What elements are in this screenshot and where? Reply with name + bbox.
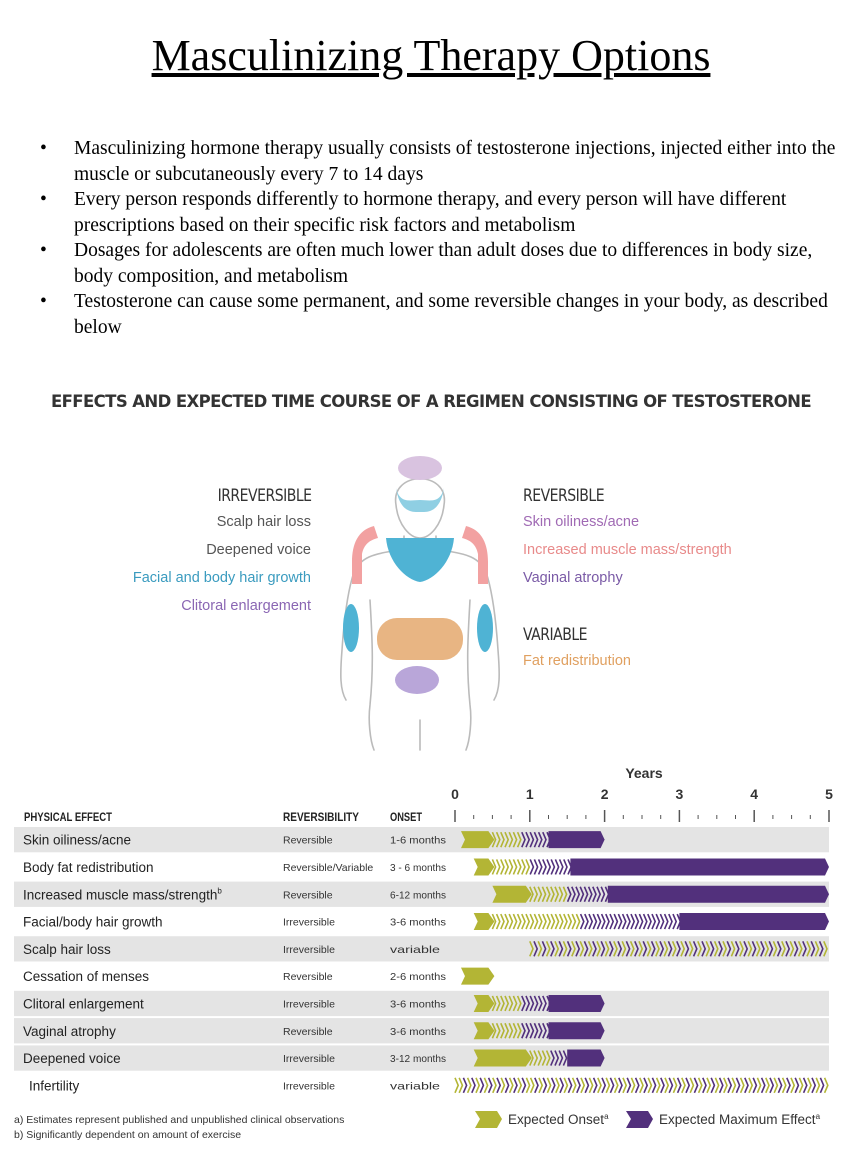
chevron-mark — [468, 1078, 471, 1093]
bullet-list — [36, 136, 848, 340]
chevron-mark — [669, 1078, 672, 1093]
chevron-mark — [635, 914, 638, 929]
reversible-heading: REVERSIBLE — [523, 486, 605, 505]
column-header: PHYSICAL EFFECT — [24, 812, 112, 824]
irreversible-heading: IRREVERSIBLE — [217, 486, 311, 505]
chevron-mark — [509, 914, 512, 929]
chevron-mark — [581, 1078, 584, 1093]
chevron-mark — [581, 914, 584, 929]
chevron-mark — [631, 1078, 634, 1093]
chevron-mark — [757, 1078, 760, 1093]
left-forearm-region — [343, 604, 359, 652]
chevron-mark — [564, 1078, 567, 1093]
axis-title: Years — [625, 765, 663, 781]
onset-label: 3 - 6 months — [390, 861, 446, 874]
physical-effect-label: Clitoral enlargement — [23, 996, 144, 1012]
bullet-item — [36, 136, 848, 187]
chevron-mark — [513, 859, 516, 874]
chevron-mark — [522, 1078, 525, 1093]
max-effect-bar — [549, 1022, 605, 1039]
chevron-mark — [774, 1078, 777, 1093]
legend-swatch — [626, 1111, 653, 1128]
chevron-mark — [660, 914, 663, 929]
chevron-mark — [518, 1078, 521, 1093]
chevron-mark — [501, 1078, 504, 1093]
legend-swatch — [475, 1111, 502, 1128]
chevron-mark — [812, 1078, 815, 1093]
onset-bar — [461, 831, 494, 848]
reversibility-label: Irreversible — [283, 1080, 335, 1093]
chevron-mark — [644, 914, 647, 929]
chevron-mark — [589, 914, 592, 929]
chevron-mark — [530, 914, 533, 929]
chevron-mark — [804, 1078, 807, 1093]
onset-label: variable — [390, 1080, 441, 1093]
chevron-mark — [547, 1078, 550, 1093]
chevron-mark — [736, 1078, 739, 1093]
chevron-mark — [509, 859, 512, 874]
reversibility-label: Reversible — [283, 1025, 333, 1038]
physical-effect-label: Skin oiliness/acne — [23, 832, 132, 848]
chevron-mark — [678, 1078, 681, 1093]
legend-label: Expected Onset$^a$ — [508, 1112, 609, 1127]
chevron-mark — [560, 914, 563, 929]
physical-effect-label: Increased muscle mass/strength$^b$ — [23, 886, 222, 903]
chevron-mark — [652, 914, 655, 929]
reversibility-label: Reversible — [283, 834, 333, 847]
chevron-mark — [623, 1078, 626, 1093]
axis-tick-label: 2 — [600, 786, 609, 802]
reversibility-label: Reversible — [283, 971, 333, 984]
chevron-mark — [623, 914, 626, 929]
chevron-mark — [618, 914, 621, 929]
variable-item: Fat redistribution — [523, 653, 631, 669]
chevron-mark — [497, 914, 500, 929]
footnote-a: a) Estimates represent published and unpublished clinical observations — [14, 1114, 345, 1126]
chevron-mark — [576, 914, 579, 929]
chevron-mark — [555, 914, 558, 929]
chevron-mark — [799, 1078, 802, 1093]
irreversible-item: Facial and body hair growth — [132, 570, 311, 586]
chevron-mark — [602, 914, 605, 929]
footnote-marker: a — [604, 1112, 609, 1121]
chevron-mark — [619, 1078, 622, 1093]
chevron-mark — [665, 1078, 668, 1093]
chevron-mark — [505, 1078, 508, 1093]
chevron-mark — [627, 914, 630, 929]
chevron-mark — [518, 859, 521, 874]
bullet-icon: • — [40, 240, 47, 261]
chevron-mark — [610, 1078, 613, 1093]
chevron-mark — [505, 859, 508, 874]
onset-bar — [474, 858, 495, 875]
chevron-mark — [598, 1078, 601, 1093]
chevron-mark — [711, 1078, 714, 1093]
abdomen-region — [377, 618, 463, 660]
reversibility-label: Irreversible — [283, 943, 335, 956]
chevron-mark — [787, 1078, 790, 1093]
bullet-text: Every person responds differently to hormone therapy, and every person will have different prescriptions based on their specific risk factors and metabolism — [74, 189, 787, 236]
chevron-mark — [652, 1078, 655, 1093]
chevron-mark — [552, 1078, 555, 1093]
chevron-mark — [816, 1078, 819, 1093]
physical-effect-label: Vaginal atrophy — [23, 1023, 116, 1039]
chevron-mark — [783, 1078, 786, 1093]
chevron-mark — [513, 914, 516, 929]
axis-tick-label: 3 — [675, 786, 684, 802]
chevron-mark — [602, 1078, 605, 1093]
reversible-item: Vaginal atrophy — [523, 570, 623, 586]
chevron-mark — [543, 914, 546, 929]
chevron-mark — [555, 859, 558, 874]
bullet-icon: • — [40, 138, 47, 159]
axis-tick-label: 5 — [825, 786, 833, 802]
chevron-mark — [707, 1078, 710, 1093]
onset-label: 3-6 months — [390, 916, 446, 929]
page-title: Masculinizing Therapy Options — [151, 31, 711, 80]
chevron-mark — [547, 914, 550, 929]
axis-tick-label: 4 — [750, 786, 759, 802]
chevron-mark — [530, 859, 533, 874]
chevron-mark — [665, 914, 668, 929]
chevron-mark — [640, 1078, 643, 1093]
onset-bar — [474, 1050, 532, 1067]
chevron-mark — [636, 1078, 639, 1093]
chevron-mark — [627, 1078, 630, 1093]
chevron-mark — [568, 914, 571, 929]
onset-label: 2-6 months — [390, 971, 446, 984]
onset-label: 3-6 months — [390, 1025, 446, 1038]
chevron-mark — [551, 914, 554, 929]
reversibility-label: Irreversible — [283, 998, 335, 1011]
chevron-mark — [745, 1078, 748, 1093]
chevron-mark — [673, 1078, 676, 1093]
chevron-mark — [577, 1078, 580, 1093]
chevron-mark — [728, 1078, 731, 1093]
chevron-mark — [493, 1078, 496, 1093]
chevron-mark — [539, 859, 542, 874]
chevron-mark — [597, 914, 600, 929]
chevron-mark — [463, 1078, 466, 1093]
chevron-mark — [534, 859, 537, 874]
max-effect-bar — [679, 913, 829, 930]
reversible-item: Increased muscle mass/strength — [523, 542, 732, 558]
chevron-mark — [699, 1078, 702, 1093]
bullet-icon: • — [40, 189, 47, 210]
chevron-mark — [615, 1078, 618, 1093]
chevron-mark — [543, 1078, 546, 1093]
column-header: ONSET — [390, 812, 422, 824]
chevron-mark — [573, 1078, 576, 1093]
chevron-mark — [657, 1078, 660, 1093]
physical-effect-label: Body fat redistribution — [23, 859, 154, 875]
max-effect-bar — [549, 995, 605, 1012]
chevron-mark — [560, 859, 563, 874]
chevron-mark — [539, 1078, 542, 1093]
max-effect-bar — [570, 858, 829, 875]
chevron-mark — [606, 914, 609, 929]
chevron-mark — [720, 1078, 723, 1093]
chevron-mark — [497, 859, 500, 874]
chevron-mark — [539, 914, 542, 929]
chevron-mark — [770, 1078, 773, 1093]
reversibility-label: Irreversible — [283, 1053, 335, 1066]
onset-label: 1-6 months — [390, 834, 446, 847]
chevron-mark — [766, 1078, 769, 1093]
chevron-mark — [560, 1078, 563, 1093]
chevron-mark — [648, 914, 651, 929]
chevron-mark — [505, 914, 508, 929]
chevron-mark — [535, 1078, 538, 1093]
chevron-mark — [639, 914, 642, 929]
chevron-mark — [459, 1078, 462, 1093]
chevron-mark — [585, 1078, 588, 1093]
physical-effect-label: Infertility — [29, 1078, 80, 1094]
chevron-mark — [724, 1078, 727, 1093]
body-outline — [341, 479, 499, 750]
chevron-mark — [669, 914, 672, 929]
chevron-mark — [455, 1078, 458, 1093]
chevron-mark — [522, 914, 525, 929]
chevron-mark — [648, 1078, 651, 1093]
chevron-mark — [564, 914, 567, 929]
reversibility-label: Irreversible — [283, 916, 335, 929]
chest-region — [386, 538, 454, 582]
chevron-mark — [661, 1078, 664, 1093]
chevron-mark — [589, 1078, 592, 1093]
chevron-mark — [547, 859, 550, 874]
chevron-mark — [741, 1078, 744, 1093]
irreversible-item: Deepened voice — [206, 542, 311, 558]
chevron-mark — [572, 914, 575, 929]
onset-label: variable — [390, 943, 441, 956]
chevron-mark — [732, 1078, 735, 1093]
chevron-mark — [825, 1078, 828, 1093]
chevron-mark — [795, 1078, 798, 1093]
chevron-mark — [514, 1078, 517, 1093]
chevron-mark — [522, 859, 525, 874]
bullet-item — [36, 187, 848, 238]
chevron-mark — [614, 914, 617, 929]
reversibility-label: Reversible/Variable — [283, 861, 374, 874]
physical-effect-label: Facial/body hair growth — [23, 914, 163, 930]
chevron-mark — [778, 1078, 781, 1093]
irreversible-item: Scalp hair loss — [216, 514, 311, 530]
footnote-marker: b — [217, 886, 222, 896]
chevron-mark — [501, 859, 504, 874]
chevron-mark — [606, 1078, 609, 1093]
max-effect-bar — [567, 1050, 604, 1067]
chevron-mark — [497, 1078, 500, 1093]
chevron-mark — [682, 1078, 685, 1093]
chevron-mark — [610, 914, 613, 929]
chevron-mark — [753, 1078, 756, 1093]
chevron-mark — [644, 1078, 647, 1093]
head-region — [398, 456, 442, 480]
chevron-mark — [501, 914, 504, 929]
bullet-text: Testosterone can cause some permanent, and some reversible changes in your body, as described below — [74, 291, 828, 338]
jaw-region — [396, 488, 444, 512]
footnote-marker: a — [815, 1112, 821, 1121]
bullet-item — [36, 289, 848, 340]
axis-tick-label: 0 — [451, 786, 459, 802]
right-forearm-region — [477, 604, 493, 652]
onset-bar — [492, 886, 531, 903]
chevron-mark — [551, 859, 554, 874]
chevron-mark — [564, 859, 567, 874]
chevron-mark — [656, 914, 659, 929]
chevron-mark — [543, 859, 546, 874]
onset-label: 3-6 months — [390, 998, 446, 1011]
chevron-mark — [526, 1078, 529, 1093]
chevron-mark — [694, 1078, 697, 1093]
body-illustration — [330, 450, 510, 750]
bullet-icon: • — [40, 291, 47, 312]
bullet-text: Dosages for adolescents are often much lower than adult doses due to differences in body size, body composition, and metabolism — [74, 240, 813, 287]
chevron-mark — [762, 1078, 765, 1093]
physical-effect-label: Scalp hair loss — [23, 941, 111, 957]
figure-title: EFFECTS AND EXPECTED TIME COURSE OF A REGIMEN CONSISTING OF TESTOSTERONE — [50, 392, 812, 411]
chevron-mark — [690, 1078, 693, 1093]
onset-bar — [474, 913, 495, 930]
chevron-mark — [489, 1078, 492, 1093]
chevron-mark — [593, 914, 596, 929]
chevron-mark — [749, 1078, 752, 1093]
chevron-mark — [526, 859, 529, 874]
chevron-mark — [585, 914, 588, 929]
onset-label: 6-12 months — [390, 889, 446, 902]
physical-effect-label: Cessation of menses — [23, 969, 150, 985]
reversible-item: Skin oiliness/acne — [523, 514, 640, 530]
irreversible-item: Clitoral enlargement — [181, 598, 311, 614]
max-effect-bar — [549, 831, 605, 848]
physical-effect-label: Deepened voice — [23, 1051, 121, 1067]
column-header: REVERSIBILITY — [283, 812, 360, 824]
chevron-mark — [484, 1078, 487, 1093]
onset-bar — [461, 968, 494, 985]
chevron-mark — [808, 1078, 811, 1093]
chevron-mark — [476, 1078, 479, 1093]
chevron-mark — [556, 1078, 559, 1093]
chevron-mark — [531, 1078, 534, 1093]
reversibility-label: Reversible — [283, 889, 333, 902]
variable-heading: VARIABLE — [523, 625, 587, 644]
chevron-mark — [703, 1078, 706, 1093]
chevron-mark — [594, 1078, 597, 1093]
chevron-mark — [518, 914, 521, 929]
pelvis-region — [395, 666, 439, 694]
bullet-item — [36, 238, 848, 289]
chevron-mark — [568, 1078, 571, 1093]
onset-label: 3-12 months — [390, 1053, 446, 1066]
footnote-b: b) Significantly dependent on amount of exercise — [14, 1129, 242, 1141]
bullet-text: Masculinizing hormone therapy usually consists of testosterone injections, injected either into the muscle or subcutaneously every 7 to 14 days — [74, 138, 836, 185]
chevron-mark — [631, 914, 634, 929]
max-effect-bar — [608, 886, 829, 903]
chevron-mark — [791, 1078, 794, 1093]
legend-label: Expected Maximum Effect$^a$ — [659, 1112, 821, 1127]
chevron-mark — [480, 1078, 483, 1093]
chevron-mark — [715, 1078, 718, 1093]
chevron-mark — [510, 1078, 513, 1093]
chevron-mark — [686, 1078, 689, 1093]
chevron-mark — [472, 1078, 475, 1093]
chevron-mark — [526, 914, 529, 929]
chevron-mark — [534, 914, 537, 929]
chevron-mark — [673, 914, 676, 929]
chevron-mark — [820, 1078, 823, 1093]
axis-tick-label: 1 — [525, 786, 534, 802]
